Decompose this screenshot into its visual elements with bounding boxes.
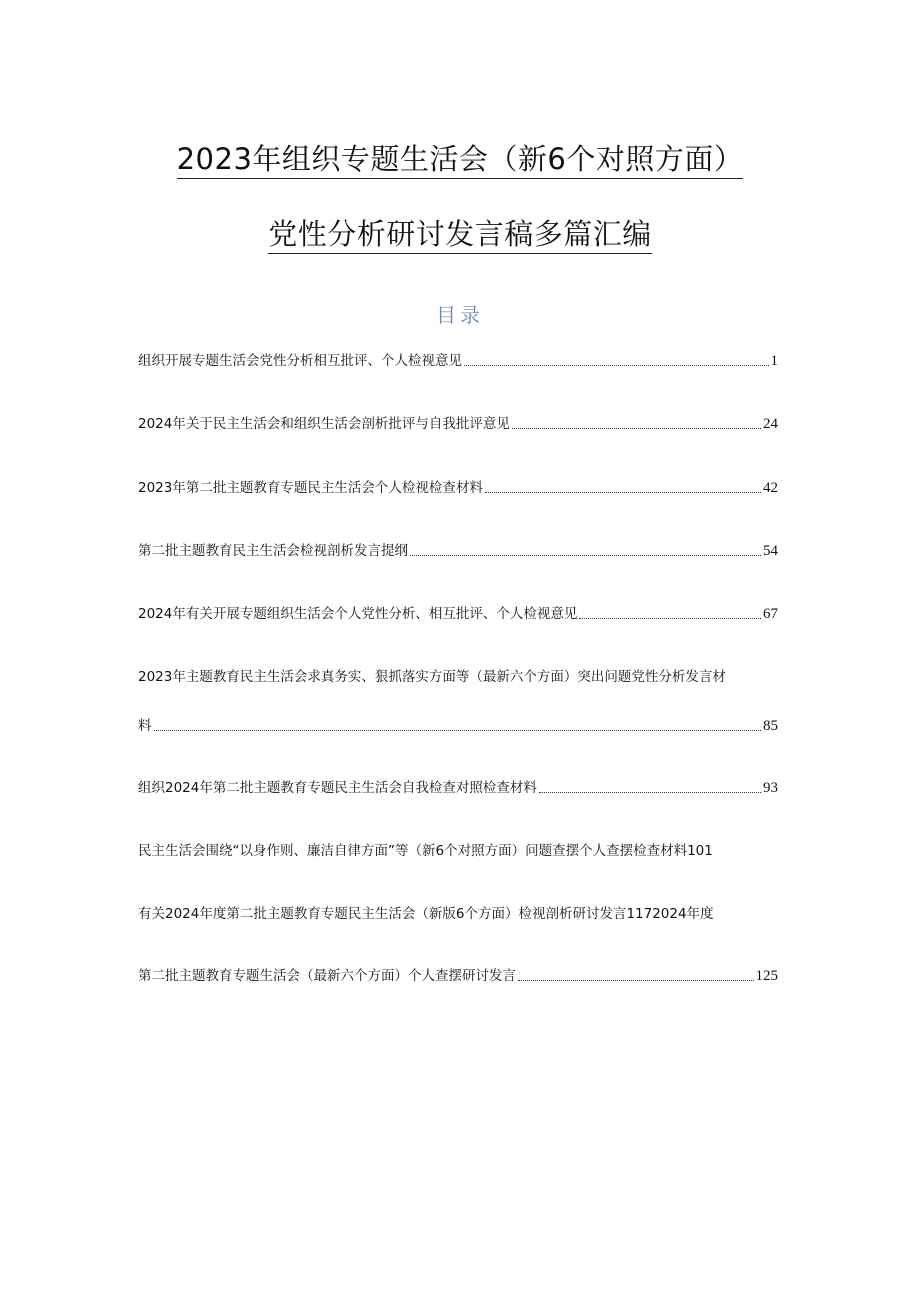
toc-entry-text: 组织开展专题生活会党性分析相互批评、个人检视意见	[138, 353, 462, 369]
toc-entry[interactable]	[138, 715, 778, 737]
toc-entry[interactable]: 民主生活会围绕“以身作则、廉洁自律方面”等（新6个对照方面）问题查摆个人查摆检查材料101	[138, 843, 713, 859]
toc-entry-page: 125	[755, 968, 778, 984]
toc-entry-text: 2023年第二批主题教育专题民主生活会个人检视检查材料	[138, 480, 483, 496]
toc-entry[interactable]	[138, 350, 778, 372]
toc-dot-leader	[539, 792, 761, 793]
toc-entry[interactable]: 有关2024年度第二批主题教育专题民主生活会（新版6个方面）检视剖析研讨发言1172024年度	[138, 906, 714, 922]
toc-dot-leader	[154, 730, 762, 731]
toc-dot-leader	[518, 980, 754, 981]
toc-entry-text: 2024年有关开展专题组织生活会个人党性分析、相互批评、个人检视意见	[138, 606, 578, 622]
toc-dot-leader	[410, 555, 761, 556]
toc-entry-text: 料	[138, 718, 152, 734]
document-title-line-2-text: 党性分析研讨发言稿多篇汇编	[268, 217, 652, 254]
toc-dot-leader	[464, 365, 769, 366]
toc-entry-page: 93	[763, 780, 778, 796]
toc-entry[interactable]	[138, 965, 778, 987]
toc-entry[interactable]	[138, 777, 778, 799]
toc-dot-leader	[579, 618, 761, 619]
toc-entry-page: 54	[763, 543, 778, 559]
document-title-line-1	[0, 137, 920, 178]
toc-entry-page: 42	[763, 480, 778, 496]
toc-entry-text: 第二批主题教育民主生活会检视剖析发言提纲	[138, 543, 408, 559]
toc-entry[interactable]	[138, 603, 778, 625]
toc-entry-page: 67	[763, 606, 778, 622]
document-title-line-2	[0, 212, 920, 253]
toc-entry-page: 1	[770, 353, 778, 369]
toc-entry-text: 2024年关于民主生活会和组织生活会剖析批评与自我批评意见	[138, 416, 510, 432]
toc-dot-leader	[512, 428, 761, 429]
toc-entry-page: 24	[763, 416, 778, 432]
toc-entry-line-1[interactable]: 2023年主题教育民主生活会求真务实、狠抓落实方面等（最新六个方面）突出问题党性分析发言材	[138, 669, 726, 685]
toc-entry-text: 第二批主题教育专题生活会（最新六个方面）个人查摆研讨发言	[138, 968, 516, 984]
toc-entry[interactable]	[138, 540, 778, 562]
document-title-line-1-text: 2023年组织专题生活会（新6个对照方面）	[177, 142, 744, 179]
toc-dot-leader	[485, 492, 761, 493]
toc-entry[interactable]	[138, 477, 778, 499]
toc-heading: 目录	[436, 303, 484, 327]
toc-entry-text: 组织2024年第二批主题教育专题民主生活会自我检查对照检查材料	[138, 780, 537, 796]
toc-entry[interactable]	[138, 413, 778, 435]
toc-entry-page: 85	[763, 718, 778, 734]
